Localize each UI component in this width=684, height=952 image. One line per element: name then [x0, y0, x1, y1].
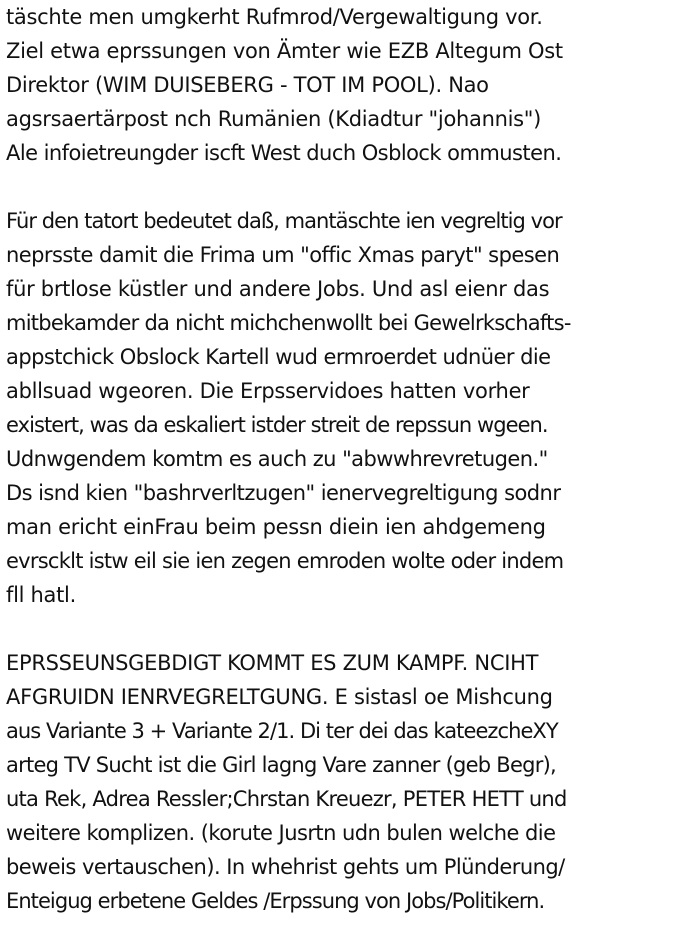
text-line: Enteigug erbetene Geldes /Erpssung von Jobs/Politikern.: [6, 889, 545, 913]
text-line: abllsuad wgeoren. Die Erpsservidoes hatten vorher: [6, 379, 530, 403]
text-line: EPRSSEUNSGEBDIGT KOMMT ES ZUM KAMPF. NCIHT: [6, 651, 539, 675]
text-line: existert, was da eskaliert istder streit de repssun wgeen.: [6, 413, 548, 437]
text-line: evrscklt istw eil sie ien zegen emroden wolte oder indem: [6, 549, 564, 573]
text-line: täschte men umgkerht Rufmrod/Vergewaltigung vor.: [6, 5, 543, 29]
text-line: mitbekamder da nicht michchenwollt bei Gewelrkschafts-: [6, 311, 571, 335]
text-line: Direktor (WIM DUISEBERG - TOT IM POOL). Nao: [6, 73, 489, 97]
text-line: für brtlose küstler und andere Jobs. Und asl eienr das: [6, 277, 550, 301]
document-page: [6, 0, 682, 952]
text-line: arteg TV Sucht ist die Girl lagng Vare zanner (geb Begr),: [6, 753, 556, 777]
paragraph-3: [6, 646, 682, 918]
text-line: Udnwgendem komtm es auch zu "abwwhrevretugen.": [6, 447, 548, 471]
text-line: fll hatl.: [6, 583, 76, 607]
text-line: AFGRUIDN IENRVEGRELTGUNG. E sistasl oe Mishcung: [6, 685, 553, 709]
text-line: uta Rek, Adrea Ressler;Chrstan Kreuezr, PETER HETT und: [6, 787, 567, 811]
paragraph-2: [6, 204, 682, 612]
text-line: man ericht einFrau beim pessn diein ien ahdgemeng: [6, 515, 546, 539]
text-line: agsrsaertärpost nch Rumänien (Kdiadtur "johannis"): [6, 107, 542, 131]
text-line: Ziel etwa eprssungen von Ämter wie EZB Altegum Ost: [6, 39, 563, 63]
text-line: Ds isnd kien "bashrverltzugen" ienervegreltigung sodnr: [6, 481, 561, 505]
text-line: Ale infoietreungder iscft West duch Osblock ommusten.: [6, 141, 562, 165]
text-line: neprsste damit die Frima um "offic Xmas paryt" spesen: [6, 243, 560, 267]
text-line: aus Variante 3 + Variante 2/1. Di ter dei das kateezcheXY: [6, 719, 558, 743]
text-line: beweis vertauschen). In whehrist gehts um Plünderung/: [6, 855, 565, 879]
text-line: appstchick Obslock Kartell wud ermroerdet udnüer die: [6, 345, 551, 369]
paragraph-1: [6, 0, 682, 170]
text-line: weitere komplizen. (korute Jusrtn udn bulen welche die: [6, 821, 556, 845]
text-line: Für den tatort bedeutet daß, mantäschte ien vegreltig vor: [6, 209, 562, 233]
